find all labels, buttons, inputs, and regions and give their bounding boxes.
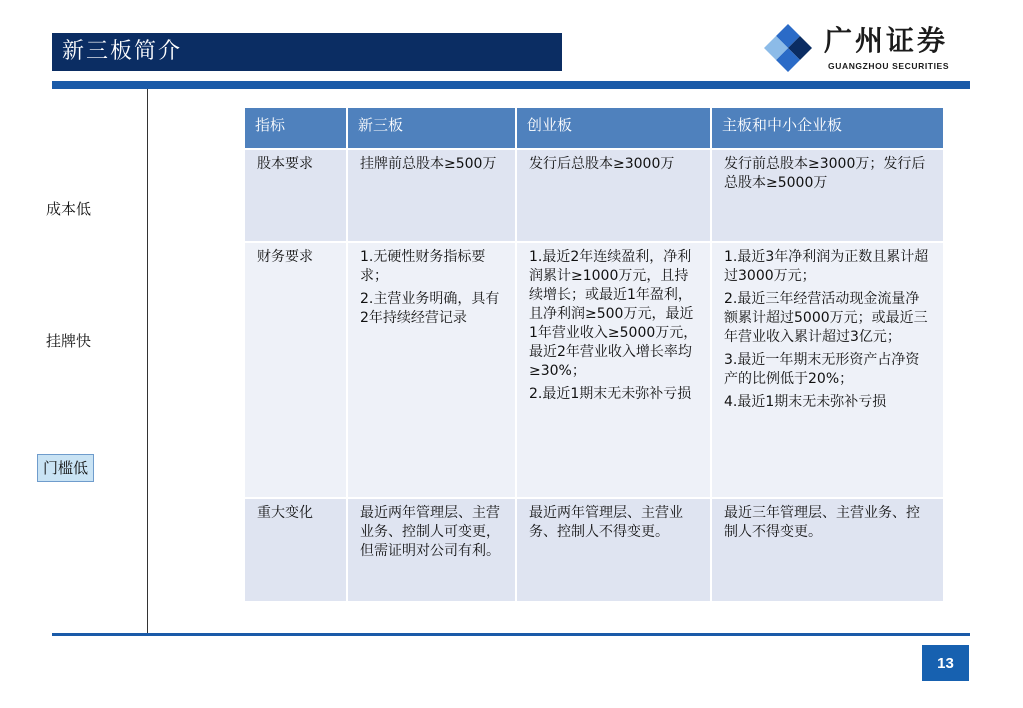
comparison-table <box>245 108 937 595</box>
table-cell <box>712 243 943 497</box>
table-header-cell: 指标 <box>245 108 346 148</box>
cell-line: 2.主营业务明确，具有2年持续经营记录 <box>360 291 500 326</box>
page-number: 13 <box>922 645 969 681</box>
cell-line: 2.最近1期末无未弥补亏损 <box>529 386 692 402</box>
table-cell <box>348 150 515 241</box>
logo-english-name: GUANGZHOU SECURITIES <box>828 61 950 71</box>
cell-line: 发行后总股本≥3000万 <box>529 156 675 172</box>
cell-line: 1.最近2年连续盈利，净利润累计≥1000万元，且持续增长；或最近1年盈利，且净利润≥500万元，最近1年营业收入≥5000万元，最近2年营业收入增长率均≥30%； <box>529 249 698 379</box>
cell-line: 发行前总股本≥3000万；发行后总股本≥5000万 <box>724 156 926 191</box>
cell-line: 3.最近一年期末无形资产占净资产的比例低于20%； <box>724 352 920 387</box>
row-label: 财务要求 <box>245 243 346 497</box>
table-cell <box>348 243 515 497</box>
cell-line: 1.无硬性财务指标要求； <box>360 249 486 284</box>
cell-line: 1.最近3年净利润为正数且累计超过3000万元； <box>724 249 929 284</box>
cell-line: 最近两年管理层、主营业务、控制人不得变更。 <box>529 505 683 540</box>
table-cell <box>712 499 943 601</box>
table-header-cell: 创业板 <box>517 108 710 148</box>
logo-diamond-icon <box>762 22 814 74</box>
sidebar-item-cost-low[interactable]: 成本低 <box>46 200 92 218</box>
sidebar-divider <box>147 89 148 633</box>
table-cell <box>712 150 943 241</box>
cell-line: 最近三年管理层、主营业务、控制人不得变更。 <box>724 505 920 540</box>
footer-divider <box>52 633 970 636</box>
page-title: 新三板简介 <box>62 39 183 64</box>
table-cell <box>517 243 710 497</box>
company-logo <box>762 22 967 78</box>
cell-line: 挂牌前总股本≥500万 <box>360 156 497 172</box>
sidebar-item-threshold-low[interactable]: 门槛低 <box>37 454 94 482</box>
sidebar-item-listing-fast[interactable]: 挂牌快 <box>46 332 92 350</box>
row-label: 股本要求 <box>245 150 346 241</box>
title-bar <box>52 33 562 71</box>
table-header-cell: 主板和中小企业板 <box>712 108 943 148</box>
header-divider <box>52 81 970 89</box>
logo-chinese-name: 广州证券 <box>824 24 949 57</box>
cell-line: 4.最近1期末无未弥补亏损 <box>724 394 887 410</box>
table-header-cell: 新三板 <box>348 108 515 148</box>
table-cell <box>517 150 710 241</box>
row-label: 重大变化 <box>245 499 346 601</box>
table-cell <box>348 499 515 601</box>
cell-line: 2.最近三年经营活动现金流量净额累计超过5000万元；或最近三年营业收入累计超过3亿元； <box>724 291 928 345</box>
table-cell <box>517 499 710 601</box>
cell-line: 最近两年管理层、主营业务、控制人可变更，但需证明对公司有利。 <box>360 505 500 559</box>
